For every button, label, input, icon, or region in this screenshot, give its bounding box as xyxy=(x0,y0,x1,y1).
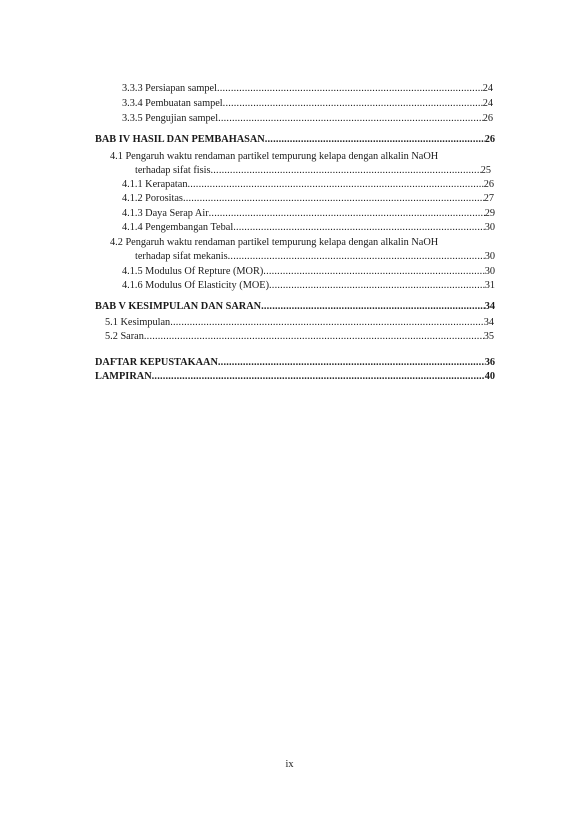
toc-entry-page: 25 xyxy=(480,165,491,176)
dot-leader xyxy=(144,330,484,343)
toc-chapter-5 xyxy=(95,300,495,313)
page-number: ix xyxy=(285,759,294,770)
dot-leader xyxy=(223,97,483,110)
dot-leader xyxy=(228,250,485,263)
toc-entry-3-3-3 xyxy=(122,82,493,95)
dot-leader xyxy=(152,370,485,383)
toc-chapter-label: BAB IV HASIL DAN PEMBAHASAN xyxy=(95,134,265,145)
toc-entry-label: terhadap sifat fisis xyxy=(135,165,211,176)
dot-leader xyxy=(263,265,484,278)
toc-entry-page: 30 xyxy=(484,266,495,277)
toc-entry-page: 30 xyxy=(484,222,495,233)
toc-chapter-page: 26 xyxy=(484,134,495,145)
toc-entry-label: 4.1.4 Pengembangan Tebal xyxy=(122,222,234,233)
dot-leader xyxy=(187,178,483,191)
dot-leader xyxy=(269,279,485,292)
dot-leader xyxy=(265,133,485,146)
toc-entry-4-1-4 xyxy=(122,221,495,234)
toc-entry-page: 29 xyxy=(484,208,495,219)
toc-entry-4-2 xyxy=(135,250,495,263)
toc-entry-4-1-1 xyxy=(122,178,494,191)
toc-entry-label: 4.1.6 Modulus Of Elasticity (MOE) xyxy=(122,280,270,291)
toc-entry-4-1-2 xyxy=(122,192,494,205)
toc-chapter-label: BAB V KESIMPULAN DAN SARAN xyxy=(95,301,262,312)
toc-chapter-4 xyxy=(95,133,495,146)
dot-leader xyxy=(218,112,483,125)
toc-chapter-page: 36 xyxy=(484,357,495,368)
toc-chapter-label: LAMPIRAN xyxy=(95,371,152,382)
toc-entry-label: 5.1 Kesimpulan xyxy=(105,317,171,328)
toc-entry-4-1 xyxy=(135,164,491,177)
toc-entry-page: 27 xyxy=(483,193,494,204)
toc-entry-label: 3.3.5 Pengujian sampel xyxy=(122,113,219,124)
toc-entry-label: terhadap sifat mekanis xyxy=(135,251,228,262)
toc-entry-page: 26 xyxy=(482,113,493,124)
toc-entry-page: 35 xyxy=(483,331,494,342)
dot-leader xyxy=(170,316,483,329)
toc-entry-5-1 xyxy=(105,316,494,329)
toc-entry-page: 26 xyxy=(483,179,494,190)
toc-entry-label: 3.3.4 Pembuatan sampel xyxy=(122,98,223,109)
dot-leader xyxy=(183,192,484,205)
toc-chapter-page: 40 xyxy=(484,371,495,382)
toc-chapter-label: DAFTAR KEPUSTAKAAN xyxy=(95,357,218,368)
toc-entry-label: 3.3.3 Persiapan sampel xyxy=(122,83,217,94)
toc-entry-4-1-5 xyxy=(122,265,495,278)
dot-leader xyxy=(261,300,485,313)
dot-leader xyxy=(211,164,481,177)
dot-leader xyxy=(209,207,485,220)
dot-leader xyxy=(218,356,485,369)
toc-entry-label: 4.1.3 Daya Serap Air xyxy=(122,208,209,219)
toc-daftar-kepustakaan xyxy=(95,356,495,369)
toc-entry-label: 4.1.2 Porositas xyxy=(122,193,183,204)
toc-entry-5-2 xyxy=(105,330,494,343)
toc-entry-4-1-3 xyxy=(122,207,495,220)
toc-entry-label: 4.1.5 Modulus Of Repture (MOR) xyxy=(122,266,264,277)
dot-leader xyxy=(217,82,483,95)
toc-entry-3-3-5 xyxy=(122,112,493,125)
toc-entry-label: 5.2 Saran xyxy=(105,331,144,342)
toc-entry-page: 31 xyxy=(484,280,495,291)
toc-entry-label: 4.1.1 Kerapatan xyxy=(122,179,188,190)
toc-entry-page: 30 xyxy=(484,251,495,262)
toc-entry-4-1-title: 4.1 Pengaruh waktu rendaman partikel tempurung kelapa dengan alkalin NaOH xyxy=(110,151,439,162)
toc-entry-4-1-6 xyxy=(122,279,495,292)
toc-chapter-page: 34 xyxy=(484,301,495,312)
toc-entry-page: 34 xyxy=(483,317,494,328)
toc-entry-page: 24 xyxy=(482,83,493,94)
toc-entry-page: 24 xyxy=(482,98,493,109)
toc-entry-3-3-4 xyxy=(122,97,493,110)
toc-entry-4-2-title: 4.2 Pengaruh waktu rendaman partikel tempurung kelapa dengan alkalin NaOH xyxy=(110,237,439,248)
toc-lampiran xyxy=(95,370,495,383)
dot-leader xyxy=(233,221,485,234)
